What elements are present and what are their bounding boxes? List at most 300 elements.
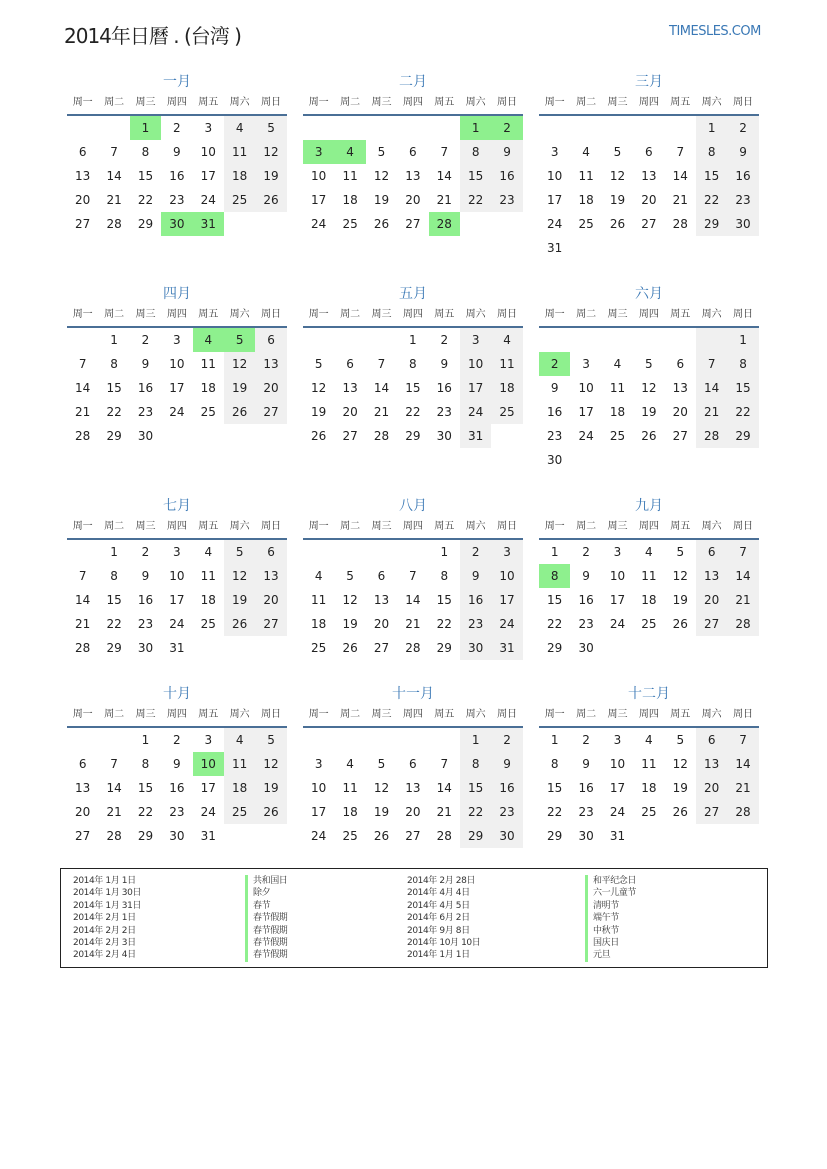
day-cell: 18	[342, 193, 358, 207]
month-block	[303, 72, 523, 236]
month-block	[67, 684, 287, 848]
month-name: 三月	[635, 74, 663, 90]
day-cell: 22	[137, 805, 154, 819]
weekday-label: 周六	[465, 521, 486, 532]
day-cell: 18	[641, 781, 657, 795]
weekday-header	[303, 92, 523, 116]
holiday-day: 28	[429, 212, 460, 236]
day-cell: 1	[110, 545, 118, 559]
weekday-label: 周日	[733, 309, 754, 320]
day-cell: 1	[141, 733, 150, 747]
day-cell: 19	[641, 405, 657, 419]
day-cell: 29	[106, 429, 122, 443]
day-cell: 19	[373, 193, 390, 207]
weekday-label: 周三	[135, 709, 156, 720]
day-cell: 29	[405, 429, 421, 443]
weekday-label: 周四	[638, 521, 659, 532]
day-cell: 23	[169, 805, 185, 819]
holiday-name: 春节假期	[245, 925, 287, 937]
empty-cell	[98, 728, 129, 752]
day-cell: 25	[491, 400, 522, 424]
day-cell: 5	[314, 357, 323, 371]
month-name: 五月	[399, 286, 427, 302]
empty-cell	[303, 540, 334, 564]
day-cell: 1	[110, 333, 118, 347]
day-cell: 26	[224, 400, 255, 424]
day-cell: 17	[578, 405, 594, 419]
day-cell: 3	[173, 545, 181, 559]
month-name: 十一月	[392, 686, 434, 702]
weekday-label: 周日	[497, 521, 518, 532]
day-cell: 22	[547, 617, 563, 631]
day-cell: 18	[491, 376, 522, 400]
day-cell: 27	[405, 829, 421, 843]
day-cell: 27	[696, 612, 727, 636]
day-cell: 14	[106, 781, 122, 795]
day-cell: 22	[727, 400, 758, 424]
empty-cell	[665, 116, 696, 140]
day-cell: 13	[255, 564, 286, 588]
day-cell: 15	[547, 593, 563, 607]
day-cell: 23	[436, 405, 452, 419]
day-cell: 9	[440, 357, 449, 371]
day-cell: 9	[491, 140, 522, 164]
day-cell: 22	[460, 800, 491, 824]
weekday-header	[539, 304, 759, 328]
day-cell: 11	[224, 140, 255, 164]
weekday-label: 周日	[497, 309, 518, 320]
day-cell: 7	[440, 145, 449, 159]
empty-cell	[429, 116, 460, 140]
holiday-day: 1	[130, 116, 161, 140]
empty-cell	[366, 728, 397, 752]
empty-cell	[303, 328, 334, 352]
month-name: 二月	[399, 74, 427, 90]
day-cell: 12	[311, 381, 327, 395]
day-cell: 10	[169, 357, 185, 371]
day-cell: 23	[169, 193, 185, 207]
holiday-date: 2014年 1月 31日	[73, 900, 142, 911]
weekday-header	[67, 92, 287, 116]
day-cell: 24	[169, 405, 185, 419]
day-cell: 30	[460, 636, 491, 660]
day-cell: 27	[696, 800, 727, 824]
weekday-label: 周二	[340, 97, 361, 108]
day-cell: 2	[582, 733, 590, 747]
month-name: 七月	[163, 498, 191, 514]
day-cell: 29	[137, 217, 154, 231]
legend-dates-right	[407, 875, 480, 962]
empty-cell	[429, 728, 460, 752]
weekday-label: 周三	[371, 709, 392, 720]
weekday-header	[67, 516, 287, 540]
day-cell: 8	[409, 357, 417, 371]
day-cell: 21	[75, 617, 91, 631]
day-cell: 28	[106, 829, 122, 843]
weekday-label: 周五	[434, 97, 455, 108]
day-cell: 16	[578, 593, 594, 607]
day-cell: 16	[436, 381, 452, 395]
day-cell: 20	[641, 193, 657, 207]
day-cell: 14	[373, 381, 390, 395]
day-cell: 5	[645, 357, 653, 371]
holiday-date: 2014年 2月 4日	[73, 950, 136, 961]
day-cell: 15	[106, 593, 122, 607]
day-cell: 19	[672, 781, 688, 795]
day-cell: 2	[440, 333, 449, 347]
day-cell: 9	[173, 757, 181, 771]
weekday-label: 周三	[607, 709, 628, 720]
day-cell: 20	[373, 617, 390, 631]
day-cell: 13	[75, 169, 91, 183]
weekday-header	[303, 304, 523, 328]
day-cell: 30	[137, 641, 154, 655]
weekday-label: 周二	[104, 309, 125, 320]
day-cell: 20	[696, 588, 727, 612]
day-cell: 1	[550, 545, 559, 559]
month-name: 九月	[635, 498, 663, 514]
day-cell: 7	[110, 145, 118, 159]
holiday-day: 1	[460, 116, 491, 140]
day-cell: 22	[137, 193, 154, 207]
weekday-label: 周六	[229, 521, 250, 532]
legend-dates-left	[73, 875, 141, 962]
day-cell: 25	[609, 429, 626, 443]
day-cell: 30	[547, 453, 563, 467]
day-cell: 27	[641, 217, 657, 231]
day-cell: 6	[409, 757, 417, 771]
day-cell: 23	[491, 800, 522, 824]
day-cell: 2	[460, 540, 491, 564]
day-cell: 10	[311, 781, 327, 795]
day-cell: 4	[582, 145, 590, 159]
day-cell: 8	[440, 569, 449, 583]
day-cell: 11	[491, 352, 522, 376]
day-cell: 24	[491, 612, 522, 636]
day-cell: 1	[440, 545, 449, 559]
day-cell: 30	[436, 429, 452, 443]
weekday-header	[67, 304, 287, 328]
day-cell: 8	[110, 569, 118, 583]
day-cell: 4	[346, 757, 354, 771]
weekday-label: 周一	[72, 521, 93, 532]
holiday-date: 2014年 1月 30日	[73, 888, 142, 899]
day-cell: 21	[727, 776, 758, 800]
month-name: 一月	[163, 74, 191, 90]
day-cell: 1	[460, 728, 491, 752]
day-cell: 31	[547, 241, 563, 255]
month-block	[303, 496, 523, 660]
day-cell: 16	[547, 405, 563, 419]
month-block	[539, 496, 759, 660]
day-cell: 13	[405, 169, 421, 183]
day-cell: 1	[727, 328, 758, 352]
day-cell: 12	[672, 569, 688, 583]
day-cell: 15	[460, 164, 491, 188]
day-cell: 11	[578, 169, 594, 183]
day-cell: 19	[672, 593, 688, 607]
empty-cell	[334, 328, 365, 352]
weekday-label: 周三	[371, 521, 392, 532]
day-cell: 5	[676, 733, 685, 747]
day-cell: 24	[311, 829, 327, 843]
weekday-label: 周三	[371, 97, 392, 108]
day-cell: 9	[582, 569, 590, 583]
day-grid	[303, 116, 523, 236]
day-cell: 22	[436, 617, 452, 631]
day-cell: 5	[255, 116, 286, 140]
day-cell: 9	[141, 569, 150, 583]
day-cell: 12	[373, 781, 390, 795]
day-cell: 25	[578, 217, 594, 231]
day-grid	[303, 328, 523, 448]
day-cell: 8	[460, 140, 491, 164]
day-cell: 28	[672, 217, 688, 231]
day-cell: 10	[609, 569, 626, 583]
holiday-date: 2014年 2月 1日	[73, 913, 136, 924]
day-cell: 10	[460, 352, 491, 376]
day-cell: 14	[405, 593, 421, 607]
day-cell: 5	[346, 569, 354, 583]
day-grid	[67, 328, 287, 448]
day-cell: 24	[200, 805, 216, 819]
day-cell: 8	[460, 752, 491, 776]
weekday-label: 周日	[497, 97, 518, 108]
day-grid	[539, 328, 759, 472]
holiday-day: 2	[539, 352, 570, 376]
weekday-label: 周六	[229, 97, 250, 108]
day-cell: 14	[436, 781, 452, 795]
day-cell: 20	[696, 776, 727, 800]
weekday-label: 周二	[340, 709, 361, 720]
holiday-name: 端午节	[585, 912, 636, 924]
weekday-label: 周二	[576, 97, 597, 108]
day-cell: 3	[204, 121, 213, 135]
day-cell: 24	[547, 217, 563, 231]
weekday-label: 周四	[402, 521, 423, 532]
day-cell: 16	[460, 588, 491, 612]
day-cell: 8	[141, 757, 150, 771]
day-cell: 13	[342, 381, 358, 395]
weekday-label: 周五	[198, 709, 219, 720]
day-cell: 25	[641, 617, 657, 631]
day-cell: 7	[377, 357, 386, 371]
weekday-label: 周四	[166, 521, 187, 532]
weekday-label: 周五	[670, 97, 691, 108]
day-cell: 29	[137, 829, 154, 843]
day-cell: 9	[550, 381, 559, 395]
day-cell: 20	[75, 193, 91, 207]
weekday-label: 周四	[402, 97, 423, 108]
day-cell: 17	[200, 781, 216, 795]
weekday-label: 周五	[434, 521, 455, 532]
month-block	[539, 684, 759, 848]
day-cell: 16	[169, 781, 185, 795]
brand-logo-text[interactable]: TIMESLES.COM	[669, 24, 761, 39]
day-cell: 14	[75, 381, 91, 395]
holiday-name: 中秋节	[585, 925, 636, 937]
holiday-date: 2014年 4月 5日	[407, 900, 470, 911]
day-cell: 16	[578, 781, 594, 795]
day-cell: 5	[613, 145, 622, 159]
month-block	[539, 72, 759, 260]
day-cell: 18	[200, 381, 216, 395]
day-cell: 3	[173, 333, 181, 347]
holiday-day: 2	[491, 116, 522, 140]
day-cell: 12	[342, 593, 358, 607]
holiday-day: 4	[193, 328, 224, 352]
weekday-label: 周五	[670, 309, 691, 320]
day-cell: 11	[200, 569, 216, 583]
day-grid	[539, 116, 759, 260]
weekday-label: 周六	[465, 309, 486, 320]
day-cell: 7	[676, 145, 685, 159]
day-cell: 4	[204, 545, 213, 559]
month-name: 八月	[399, 498, 427, 514]
day-cell: 26	[224, 612, 255, 636]
day-cell: 28	[727, 800, 758, 824]
day-cell: 4	[224, 728, 255, 752]
holiday-name: 春节假期	[245, 937, 287, 949]
day-cell: 30	[169, 829, 185, 843]
day-cell: 17	[169, 593, 185, 607]
day-cell: 23	[137, 405, 154, 419]
day-cell: 14	[727, 564, 758, 588]
day-grid	[539, 728, 759, 848]
day-cell: 2	[141, 333, 150, 347]
empty-cell	[303, 116, 334, 140]
day-cell: 9	[173, 145, 181, 159]
weekday-label: 周六	[465, 97, 486, 108]
day-cell: 22	[696, 188, 727, 212]
weekday-label: 周五	[434, 709, 455, 720]
day-cell: 17	[609, 781, 626, 795]
weekday-label: 周五	[198, 521, 219, 532]
day-cell: 16	[137, 381, 154, 395]
day-cell: 15	[405, 381, 421, 395]
day-cell: 25	[342, 829, 358, 843]
day-cell: 3	[613, 545, 622, 559]
day-cell: 15	[460, 776, 491, 800]
day-cell: 6	[78, 145, 87, 159]
day-cell: 20	[405, 805, 421, 819]
day-cell: 20	[75, 805, 91, 819]
weekday-label: 周一	[544, 521, 565, 532]
day-cell: 9	[582, 757, 590, 771]
weekday-label: 周一	[72, 309, 93, 320]
weekday-label: 周六	[701, 309, 722, 320]
day-cell: 14	[436, 169, 452, 183]
day-cell: 17	[311, 193, 327, 207]
day-cell: 27	[405, 217, 421, 231]
day-cell: 17	[311, 805, 327, 819]
weekday-label: 周六	[701, 97, 722, 108]
day-cell: 29	[547, 641, 563, 655]
weekday-label: 周六	[229, 709, 250, 720]
day-cell: 4	[645, 733, 653, 747]
day-cell: 9	[460, 564, 491, 588]
day-cell: 19	[342, 617, 358, 631]
weekday-header	[539, 516, 759, 540]
day-cell: 7	[78, 357, 87, 371]
weekday-label: 周一	[72, 97, 93, 108]
day-cell: 3	[314, 757, 323, 771]
day-cell: 28	[436, 829, 452, 843]
holiday-day: 30	[161, 212, 192, 236]
empty-cell	[602, 328, 633, 352]
day-cell: 30	[491, 824, 522, 848]
weekday-label: 周一	[544, 709, 565, 720]
holiday-day: 5	[224, 328, 255, 352]
weekday-label: 周三	[135, 97, 156, 108]
day-cell: 13	[672, 381, 688, 395]
day-cell: 12	[224, 352, 255, 376]
day-cell: 10	[311, 169, 327, 183]
holiday-day: 31	[193, 212, 224, 236]
day-cell: 13	[255, 352, 286, 376]
day-cell: 19	[609, 193, 626, 207]
day-cell: 20	[342, 405, 358, 419]
month-name: 四月	[163, 286, 191, 302]
empty-cell	[539, 116, 570, 140]
holiday-name: 除夕	[245, 887, 287, 899]
day-cell: 31	[200, 829, 216, 843]
day-cell: 6	[255, 540, 286, 564]
holiday-date: 2014年 2月 2日	[73, 925, 136, 936]
holiday-date: 2014年 1月 1日	[407, 950, 470, 961]
day-cell: 23	[460, 612, 491, 636]
day-cell: 17	[169, 381, 185, 395]
holiday-date: 2014年 2月 28日	[407, 876, 476, 886]
day-cell: 11	[311, 593, 327, 607]
day-cell: 12	[255, 752, 286, 776]
day-cell: 23	[578, 617, 594, 631]
day-cell: 6	[696, 728, 727, 752]
empty-cell	[397, 728, 428, 752]
day-cell: 11	[342, 169, 358, 183]
day-cell: 8	[550, 757, 559, 771]
day-cell: 22	[405, 405, 421, 419]
day-cell: 28	[727, 612, 758, 636]
day-cell: 26	[373, 829, 390, 843]
weekday-header	[303, 516, 523, 540]
holiday-day: 3	[303, 140, 334, 164]
holiday-name: 春节假期	[245, 949, 287, 961]
day-cell: 18	[342, 805, 358, 819]
day-cell: 6	[78, 757, 87, 771]
month-name: 六月	[635, 286, 663, 302]
day-cell: 8	[141, 145, 150, 159]
day-cell: 29	[460, 824, 491, 848]
day-cell: 31	[491, 636, 522, 660]
empty-cell	[602, 116, 633, 140]
weekday-label: 周五	[670, 521, 691, 532]
holiday-day: 8	[539, 564, 570, 588]
holiday-legend	[60, 868, 768, 968]
day-cell: 6	[696, 540, 727, 564]
page-title: 2014年日曆 . (台湾 )	[64, 24, 241, 48]
day-cell: 12	[373, 169, 390, 183]
day-cell: 29	[106, 641, 122, 655]
day-cell: 2	[582, 545, 590, 559]
weekday-label: 周六	[229, 309, 250, 320]
day-cell: 15	[436, 593, 452, 607]
day-cell: 18	[224, 164, 255, 188]
day-cell: 18	[609, 405, 626, 419]
weekday-label: 周二	[104, 521, 125, 532]
weekday-label: 周二	[576, 709, 597, 720]
day-cell: 22	[106, 405, 122, 419]
